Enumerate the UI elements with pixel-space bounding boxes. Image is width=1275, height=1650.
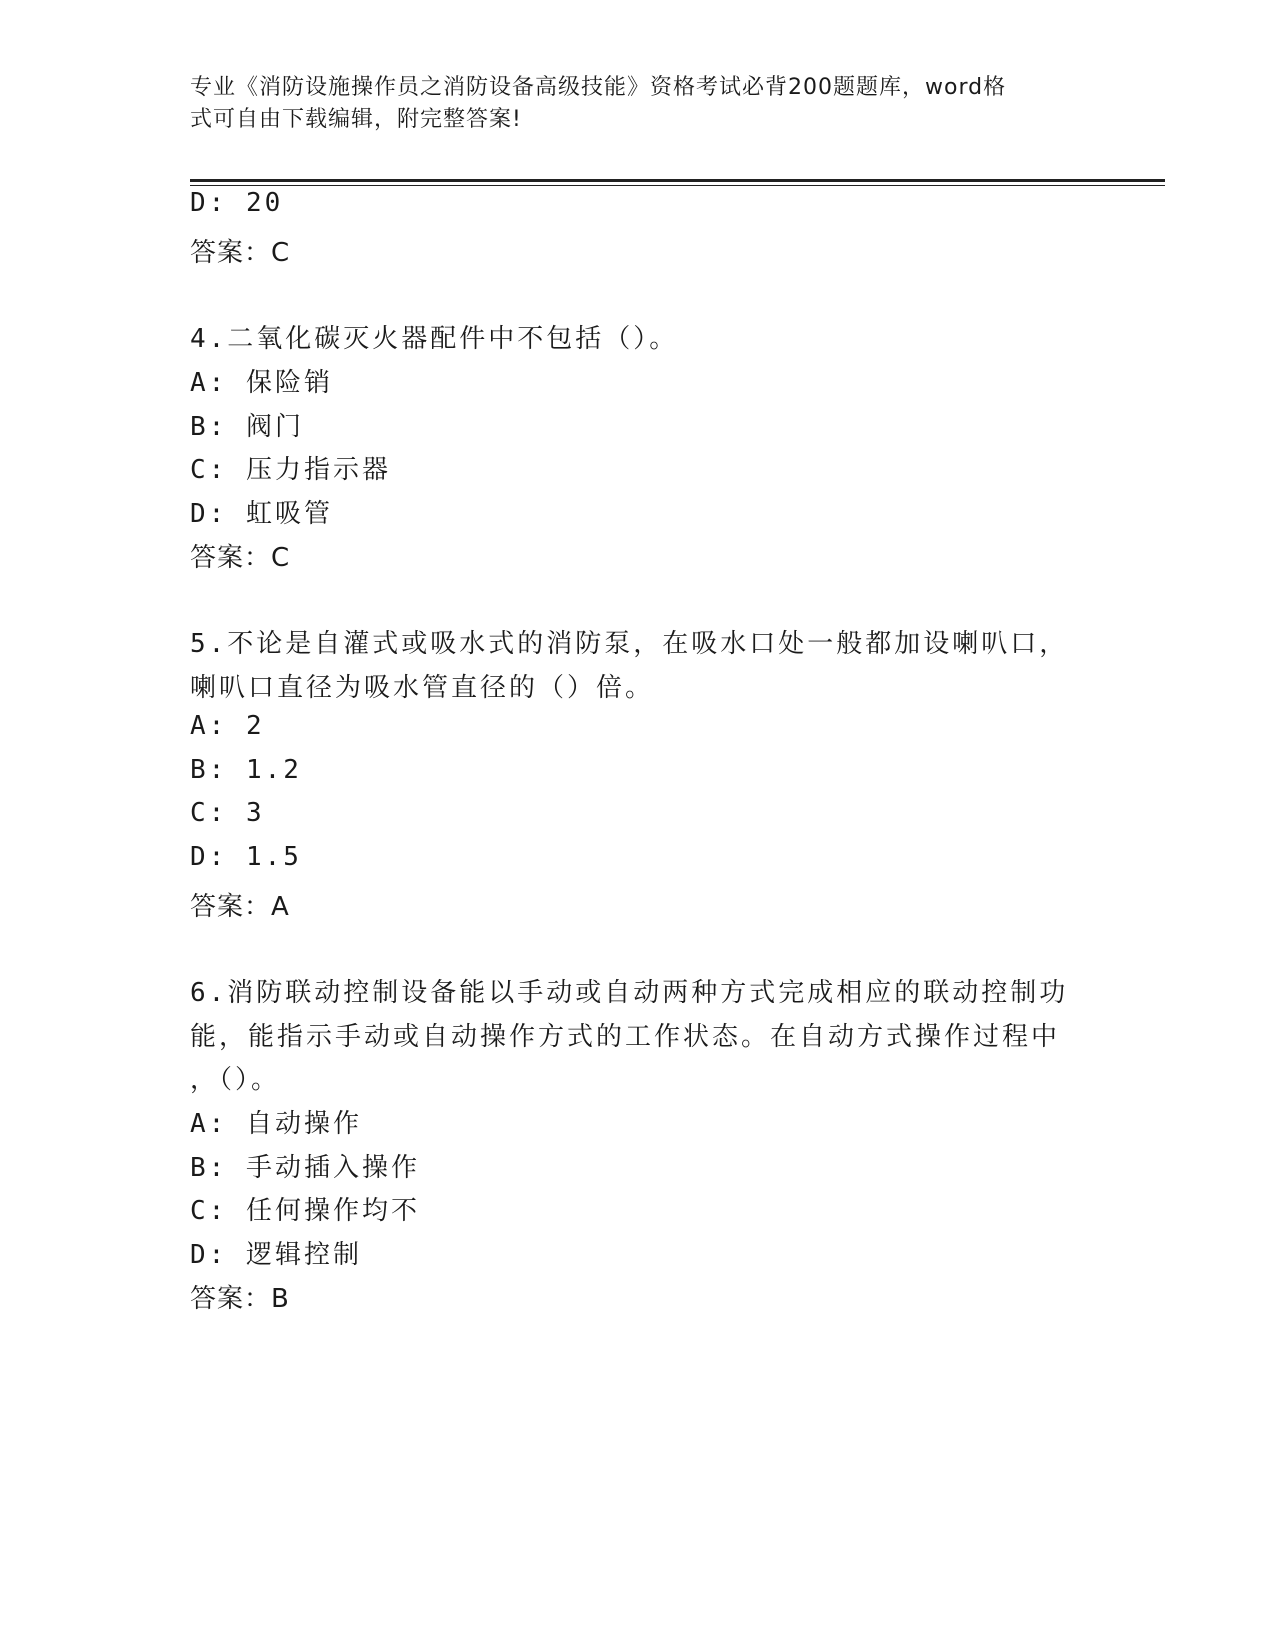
q5-stem-line-1: 5.不论是自灌式或吸水式的消防泵，在吸水口处一般都加设喇叭口，: [190, 629, 1069, 659]
q6-stem-line-1: 6.消防联动控制设备能以手动或自动两种方式完成相应的联动控制功: [190, 978, 1069, 1008]
q4-option-a: A: 保险销: [190, 368, 333, 398]
q6-stem-line-2: 能，能指示手动或自动操作方式的工作状态。在自动方式操作过程中: [190, 1022, 1061, 1052]
q6-option-a: A: 自动操作: [190, 1109, 362, 1139]
q6-option-b: B: 手动插入操作: [190, 1153, 420, 1183]
q6-option-c: C: 任何操作均不: [190, 1196, 420, 1226]
q6-answer: 答案：B: [190, 1284, 290, 1314]
header-rule-thick: [190, 179, 1165, 182]
prev-answer: 答案：C: [190, 238, 291, 268]
header-rule-thin: [190, 185, 1165, 186]
document-header: [190, 72, 1090, 136]
q5-stem-line-2: 喇叭口直径为吸水管直径的（）倍。: [190, 673, 655, 703]
q4-stem: 4.二氧化碳灭火器配件中不包括（）。: [190, 324, 679, 354]
q4-option-d: D: 虹吸管: [190, 499, 333, 529]
q5-option-b: B: 1.2: [190, 755, 302, 785]
q5-option-c: C: 3: [190, 798, 265, 828]
header-line-2: 式可自由下载编辑，附完整答案!: [190, 107, 522, 132]
q5-option-d: D: 1.5: [190, 842, 302, 872]
q5-option-a: A: 2: [190, 711, 265, 741]
header-line-1: 专业《消防设施操作员之消防设备高级技能》资格考试必背200题题库，word格: [190, 75, 1007, 100]
q6-option-d: D: 逻辑控制: [190, 1240, 362, 1270]
prev-option-d: D: 20: [190, 188, 284, 218]
q4-option-c: C: 压力指示器: [190, 455, 391, 485]
q6-stem-line-3: ，（）。: [190, 1065, 281, 1095]
q4-option-b: B: 阀门: [190, 412, 304, 442]
q5-answer: 答案：A: [190, 892, 290, 922]
q4-answer: 答案：C: [190, 543, 291, 573]
